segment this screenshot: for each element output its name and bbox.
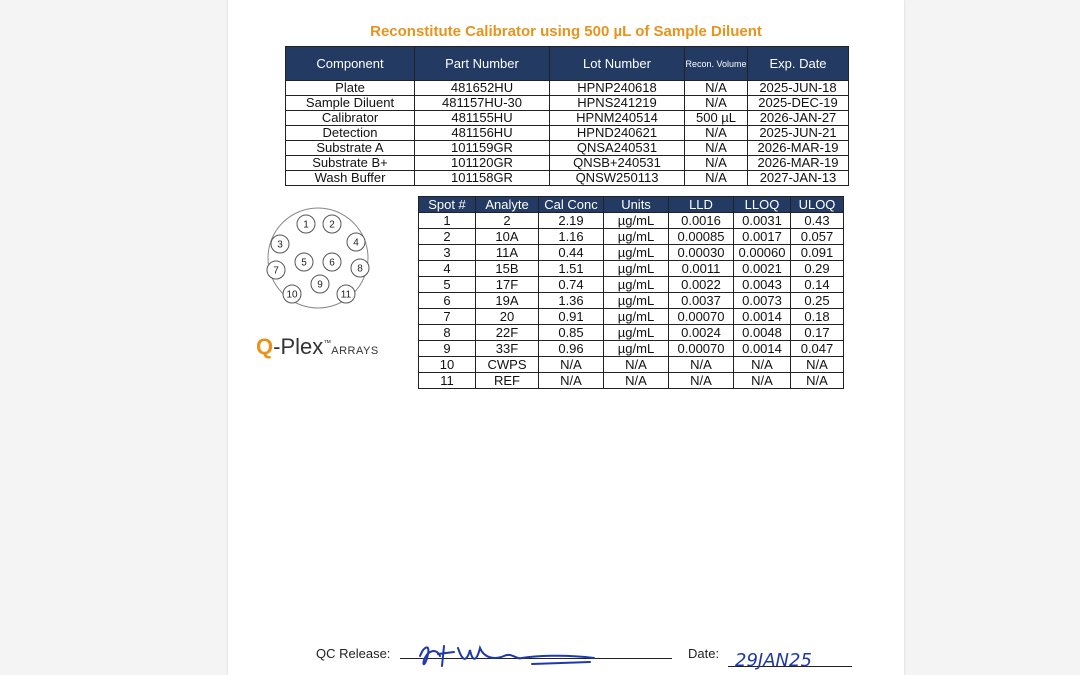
- analyte-cell: 0.85: [539, 325, 604, 341]
- analyte-cell: 0.96: [539, 341, 604, 357]
- analyte-cell: 22F: [476, 325, 539, 341]
- analyte-cell: 4: [419, 261, 476, 277]
- handwritten-date: 29JAN25: [735, 650, 812, 671]
- analyte-cell: 2: [419, 229, 476, 245]
- spot-label: 2: [329, 219, 335, 231]
- qc-release-label: QC Release:: [316, 646, 391, 661]
- analyte-cell: µg/mL: [604, 245, 669, 261]
- analyte-cell: 2: [476, 213, 539, 229]
- analyte-cell: µg/mL: [604, 341, 669, 357]
- spot-label: 9: [317, 279, 323, 291]
- analyte-cell: 0.0016: [669, 213, 734, 229]
- component-cell: 481155HU: [415, 111, 550, 126]
- analyte-cell: 0.0011: [669, 261, 734, 277]
- spot-label: 6: [329, 257, 335, 269]
- analyte-cell: 3: [419, 245, 476, 261]
- analyte-cell: 8: [419, 325, 476, 341]
- analyte-row: [419, 229, 844, 245]
- analyte-cell: 1.51: [539, 261, 604, 277]
- component-cell: 2026-JAN-27: [748, 111, 849, 126]
- analyte-header-row: [419, 197, 844, 213]
- component-cell: 2025-JUN-21: [748, 126, 849, 141]
- logo-arrays: ARRAYS: [331, 345, 379, 357]
- analyte-cell: 7: [419, 309, 476, 325]
- component-cell: 2025-JUN-18: [748, 81, 849, 96]
- components-header-row: [286, 47, 849, 81]
- analyte-cell: N/A: [734, 357, 791, 373]
- header-uloq: ULOQ: [791, 197, 844, 213]
- analyte-cell: 0.0048: [734, 325, 791, 341]
- component-cell: 2026-MAR-19: [748, 156, 849, 171]
- header-component: Component: [286, 47, 415, 81]
- logo-tm: ™: [323, 338, 332, 348]
- header-exp-date: Exp. Date: [748, 47, 849, 81]
- analyte-cell: 0.43: [791, 213, 844, 229]
- analyte-cell: 15B: [476, 261, 539, 277]
- analyte-cell: CWPS: [476, 357, 539, 373]
- analyte-cell: 0.0022: [669, 277, 734, 293]
- analyte-cell: µg/mL: [604, 277, 669, 293]
- analyte-cell: µg/mL: [604, 261, 669, 277]
- component-cell: 2026-MAR-19: [748, 141, 849, 156]
- spot-label: 8: [357, 263, 363, 275]
- spot-label: 7: [273, 265, 279, 277]
- component-row: [286, 111, 849, 126]
- analyte-cell: REF: [476, 373, 539, 389]
- component-row: [286, 141, 849, 156]
- analyte-cell: 11A: [476, 245, 539, 261]
- analyte-cell: N/A: [604, 357, 669, 373]
- analyte-cell: N/A: [539, 357, 604, 373]
- analyte-cell: 0.25: [791, 293, 844, 309]
- q-plex-logo: [256, 334, 379, 360]
- component-cell: 101120GR: [415, 156, 550, 171]
- analyte-row: [419, 341, 844, 357]
- analyte-cell: µg/mL: [604, 325, 669, 341]
- component-cell: 500 µL: [685, 111, 748, 126]
- analyte-cell: 0.00030: [669, 245, 734, 261]
- analyte-row: [419, 309, 844, 325]
- component-cell: Plate: [286, 81, 415, 96]
- analyte-cell: 0.00070: [669, 341, 734, 357]
- analyte-cell: N/A: [604, 373, 669, 389]
- analyte-cell: 6: [419, 293, 476, 309]
- spot-label: 1: [303, 219, 309, 231]
- analyte-cell: 1.36: [539, 293, 604, 309]
- analyte-cell: N/A: [791, 357, 844, 373]
- document-title: Reconstitute Calibrator using 500 µL of Sample Diluent: [370, 23, 762, 40]
- analyte-row: [419, 213, 844, 229]
- analyte-cell: N/A: [539, 373, 604, 389]
- analyte-cell: 0.0073: [734, 293, 791, 309]
- component-cell: N/A: [685, 96, 748, 111]
- component-cell: HPNS241219: [550, 96, 685, 111]
- component-cell: Sample Diluent: [286, 96, 415, 111]
- analyte-table: [418, 196, 844, 389]
- header-analyte: Analyte: [476, 197, 539, 213]
- component-cell: N/A: [685, 126, 748, 141]
- component-cell: QNSB+240531: [550, 156, 685, 171]
- component-cell: 101159GR: [415, 141, 550, 156]
- analyte-cell: 0.17: [791, 325, 844, 341]
- analyte-cell: 11: [419, 373, 476, 389]
- component-row: [286, 126, 849, 141]
- header-lloq: LLOQ: [734, 197, 791, 213]
- component-cell: Calibrator: [286, 111, 415, 126]
- component-cell: HPNM240514: [550, 111, 685, 126]
- component-cell: Substrate B+: [286, 156, 415, 171]
- components-table: [285, 46, 849, 186]
- component-row: [286, 81, 849, 96]
- analyte-cell: 0.29: [791, 261, 844, 277]
- analyte-cell: 0.057: [791, 229, 844, 245]
- analyte-cell: 5: [419, 277, 476, 293]
- spot-label: 3: [277, 239, 283, 251]
- analyte-cell: N/A: [791, 373, 844, 389]
- header-part-number: Part Number: [415, 47, 550, 81]
- analyte-row: [419, 261, 844, 277]
- components-table-body: [286, 81, 849, 186]
- component-cell: QNSA240531: [550, 141, 685, 156]
- component-cell: N/A: [685, 141, 748, 156]
- analyte-cell: µg/mL: [604, 229, 669, 245]
- component-cell: 481652HU: [415, 81, 550, 96]
- analyte-cell: 0.0031: [734, 213, 791, 229]
- component-cell: HPNP240618: [550, 81, 685, 96]
- component-row: [286, 96, 849, 111]
- analyte-row: [419, 373, 844, 389]
- spot-label: 11: [340, 289, 352, 301]
- analyte-cell: N/A: [669, 373, 734, 389]
- analyte-cell: 0.00060: [734, 245, 791, 261]
- analyte-cell: 17F: [476, 277, 539, 293]
- handwritten-signature: [414, 638, 614, 672]
- analyte-cell: 0.0037: [669, 293, 734, 309]
- analyte-cell: µg/mL: [604, 213, 669, 229]
- header-spot: Spot #: [419, 197, 476, 213]
- component-cell: 2027-JAN-13: [748, 171, 849, 186]
- analyte-cell: 10A: [476, 229, 539, 245]
- analyte-cell: µg/mL: [604, 293, 669, 309]
- component-cell: Wash Buffer: [286, 171, 415, 186]
- analyte-cell: 20: [476, 309, 539, 325]
- analyte-cell: 1: [419, 213, 476, 229]
- component-cell: N/A: [685, 81, 748, 96]
- analyte-cell: 19A: [476, 293, 539, 309]
- analyte-cell: 2.19: [539, 213, 604, 229]
- analyte-cell: 1.16: [539, 229, 604, 245]
- analyte-cell: 0.091: [791, 245, 844, 261]
- analyte-cell: 0.0021: [734, 261, 791, 277]
- analyte-row: [419, 277, 844, 293]
- analyte-table-body: [419, 213, 844, 389]
- analyte-cell: 0.0017: [734, 229, 791, 245]
- logo-plex: -Plex: [273, 334, 324, 359]
- spot-label: 10: [286, 289, 298, 301]
- analyte-cell: 0.14: [791, 277, 844, 293]
- analyte-cell: 0.0014: [734, 341, 791, 357]
- component-cell: 2025-DEC-19: [748, 96, 849, 111]
- analyte-cell: 9: [419, 341, 476, 357]
- logo-q: Q: [256, 334, 274, 359]
- header-cal-conc: Cal Conc: [539, 197, 604, 213]
- header-lld: LLD: [669, 197, 734, 213]
- analyte-cell: 0.047: [791, 341, 844, 357]
- header-units: Units: [604, 197, 669, 213]
- spot-label: 5: [301, 257, 307, 269]
- component-cell: Detection: [286, 126, 415, 141]
- component-cell: 481157HU-30: [415, 96, 550, 111]
- document-page: [228, 0, 904, 675]
- analyte-cell: µg/mL: [604, 309, 669, 325]
- analyte-cell: 0.0043: [734, 277, 791, 293]
- analyte-cell: 0.00085: [669, 229, 734, 245]
- header-recon-volume: Recon. Volume: [685, 47, 748, 81]
- component-row: [286, 171, 849, 186]
- date-label: Date:: [688, 646, 720, 661]
- analyte-cell: N/A: [669, 357, 734, 373]
- analyte-row: [419, 293, 844, 309]
- spot-label: 4: [353, 237, 359, 249]
- component-cell: 101158GR: [415, 171, 550, 186]
- analyte-row: [419, 325, 844, 341]
- analyte-row: [419, 357, 844, 373]
- analyte-cell: 0.74: [539, 277, 604, 293]
- analyte-cell: 0.0024: [669, 325, 734, 341]
- component-row: [286, 156, 849, 171]
- analyte-cell: 0.18: [791, 309, 844, 325]
- analyte-cell: 33F: [476, 341, 539, 357]
- component-cell: QNSW250113: [550, 171, 685, 186]
- analyte-cell: 10: [419, 357, 476, 373]
- component-cell: Substrate A: [286, 141, 415, 156]
- component-cell: 481156HU: [415, 126, 550, 141]
- analyte-cell: N/A: [734, 373, 791, 389]
- spot-layout-diagram: [258, 206, 378, 310]
- header-lot-number: Lot Number: [550, 47, 685, 81]
- component-cell: N/A: [685, 156, 748, 171]
- analyte-cell: 0.0014: [734, 309, 791, 325]
- analyte-cell: 0.00070: [669, 309, 734, 325]
- component-cell: HPND240621: [550, 126, 685, 141]
- analyte-cell: 0.91: [539, 309, 604, 325]
- analyte-cell: 0.44: [539, 245, 604, 261]
- component-cell: N/A: [685, 171, 748, 186]
- analyte-row: [419, 245, 844, 261]
